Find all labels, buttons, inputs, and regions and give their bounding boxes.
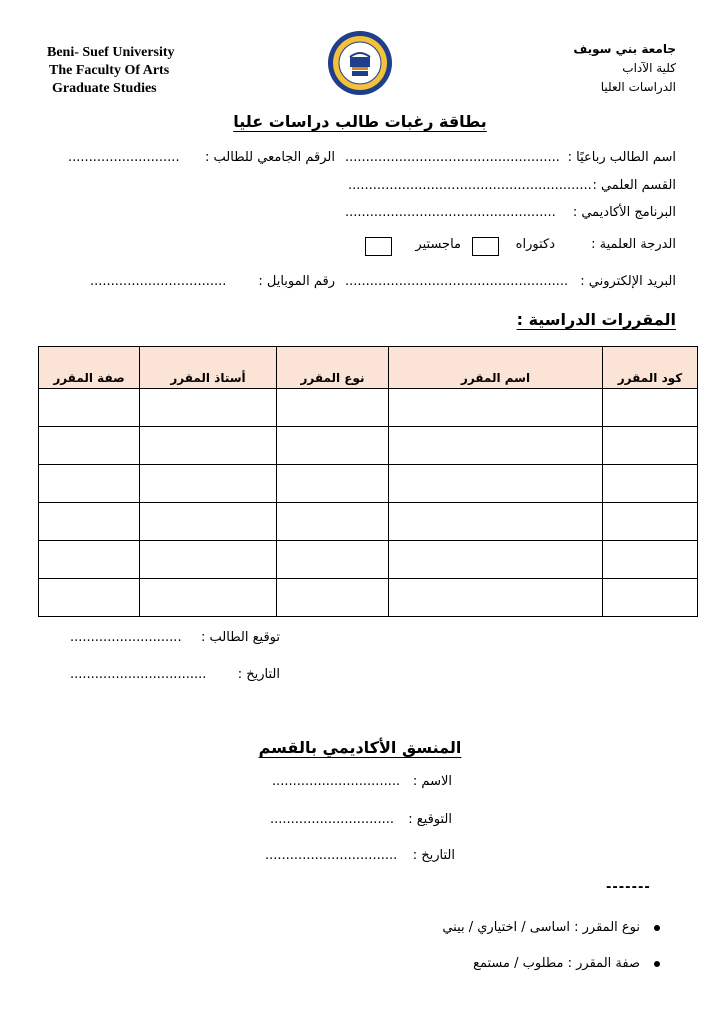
- student-id-label: الرقم الجامعي للطالب :: [205, 150, 335, 165]
- table-cell[interactable]: [140, 541, 277, 579]
- table-cell[interactable]: [277, 503, 389, 541]
- department-label: القسم العلمي :: [592, 178, 676, 193]
- table-cell[interactable]: [277, 389, 389, 427]
- table-cell[interactable]: [277, 427, 389, 465]
- col-course-professor: أستاذ المقرر: [140, 347, 277, 389]
- table-row: [39, 465, 698, 503]
- degree-phd-checkbox[interactable]: [472, 237, 499, 256]
- coordinator-date-field[interactable]: ................................: [265, 848, 398, 863]
- coordinator-title: المنسق الأكاديمي بالقسم: [258, 738, 462, 757]
- note-course-status: [473, 956, 660, 971]
- table-cell[interactable]: [603, 389, 698, 427]
- table-row: [39, 579, 698, 617]
- degree-masters-label: ماجستير: [415, 237, 461, 252]
- table-cell[interactable]: [39, 389, 140, 427]
- note-course-type-text: نوع المقرر : اساسى / اختياري / بيني: [442, 920, 640, 935]
- table-cell[interactable]: [39, 503, 140, 541]
- coordinator-name-field[interactable]: ...............................: [272, 774, 401, 789]
- table-cell[interactable]: [39, 427, 140, 465]
- program-label: البرنامج الأكاديمي :: [572, 205, 676, 220]
- student-signature-field[interactable]: ...........................: [70, 630, 182, 645]
- email-label: البريد الإلكتروني :: [580, 274, 676, 289]
- col-course-code: كود المقرر: [603, 347, 698, 389]
- notes-separator: -------: [606, 880, 651, 895]
- table-cell[interactable]: [277, 465, 389, 503]
- table-cell[interactable]: [277, 541, 389, 579]
- note-course-status-text: صفة المقرر : مطلوب / مستمع: [473, 956, 640, 971]
- table-cell[interactable]: [39, 579, 140, 617]
- university-logo: [326, 29, 394, 97]
- email-field[interactable]: ......................................................: [345, 274, 569, 289]
- bullet-icon: [654, 925, 660, 931]
- student-date-label: التاريخ :: [237, 667, 280, 682]
- student-signature-label: توقيع الطالب :: [201, 630, 280, 645]
- table-cell[interactable]: [389, 541, 603, 579]
- table-cell[interactable]: [140, 465, 277, 503]
- program-field[interactable]: ...................................................: [345, 205, 556, 220]
- table-cell[interactable]: [389, 427, 603, 465]
- courses-title: المقررات الدراسية :: [516, 310, 676, 329]
- table-cell[interactable]: [603, 465, 698, 503]
- table-cell[interactable]: [389, 503, 603, 541]
- note-course-type: [442, 920, 660, 935]
- bullet-icon: [654, 961, 660, 967]
- student-id-field[interactable]: ...........................: [68, 150, 180, 165]
- department-name-en: Graduate Studies: [52, 81, 157, 96]
- col-course-name: اسم المقرر: [389, 347, 603, 389]
- table-cell[interactable]: [389, 579, 603, 617]
- table-cell[interactable]: [603, 579, 698, 617]
- table-cell[interactable]: [140, 579, 277, 617]
- coordinator-date-label: التاريخ :: [412, 848, 455, 863]
- table-cell[interactable]: [140, 427, 277, 465]
- faculty-name-ar: كلية الآداب: [622, 61, 676, 75]
- table-row: [39, 541, 698, 579]
- table-cell[interactable]: [603, 503, 698, 541]
- table-row: [39, 503, 698, 541]
- table-cell[interactable]: [277, 579, 389, 617]
- table-cell[interactable]: [140, 389, 277, 427]
- coordinator-signature-label: التوقيع :: [408, 812, 452, 827]
- table-cell[interactable]: [39, 465, 140, 503]
- university-name-en: Beni- Suef University: [47, 45, 175, 60]
- university-name-ar: جامعة بني سويف: [573, 42, 676, 56]
- table-row: [39, 389, 698, 427]
- courses-table: [38, 346, 698, 617]
- table-cell[interactable]: [140, 503, 277, 541]
- student-name-field[interactable]: ....................................................: [345, 150, 560, 165]
- student-date-field[interactable]: .................................: [70, 667, 207, 682]
- table-cell[interactable]: [603, 427, 698, 465]
- degree-label: الدرجة العلمية :: [591, 237, 676, 252]
- table-cell[interactable]: [389, 465, 603, 503]
- student-name-label: اسم الطالب رباعيًا :: [567, 150, 676, 165]
- table-cell[interactable]: [389, 389, 603, 427]
- mobile-label: رقم الموبايل :: [258, 274, 335, 289]
- coordinator-signature-field[interactable]: ..............................: [270, 812, 394, 827]
- degree-masters-checkbox[interactable]: [365, 237, 392, 256]
- form-title: بطاقة رغبات طالب دراسات عليا: [233, 112, 487, 131]
- table-row: [39, 427, 698, 465]
- col-course-type: نوع المقرر: [277, 347, 389, 389]
- department-name-ar: الدراسات العليا: [600, 80, 676, 94]
- table-cell[interactable]: [39, 541, 140, 579]
- courses-header-row: [39, 347, 698, 389]
- degree-phd-label: دكتوراه: [515, 237, 555, 252]
- table-cell[interactable]: [603, 541, 698, 579]
- col-course-status: صفة المقرر: [39, 347, 140, 389]
- coordinator-name-label: الاسم :: [412, 774, 452, 789]
- mobile-field[interactable]: .................................: [90, 274, 227, 289]
- department-field[interactable]: ...........................................................: [348, 178, 592, 193]
- faculty-name-en: The Faculty Of Arts: [49, 63, 170, 78]
